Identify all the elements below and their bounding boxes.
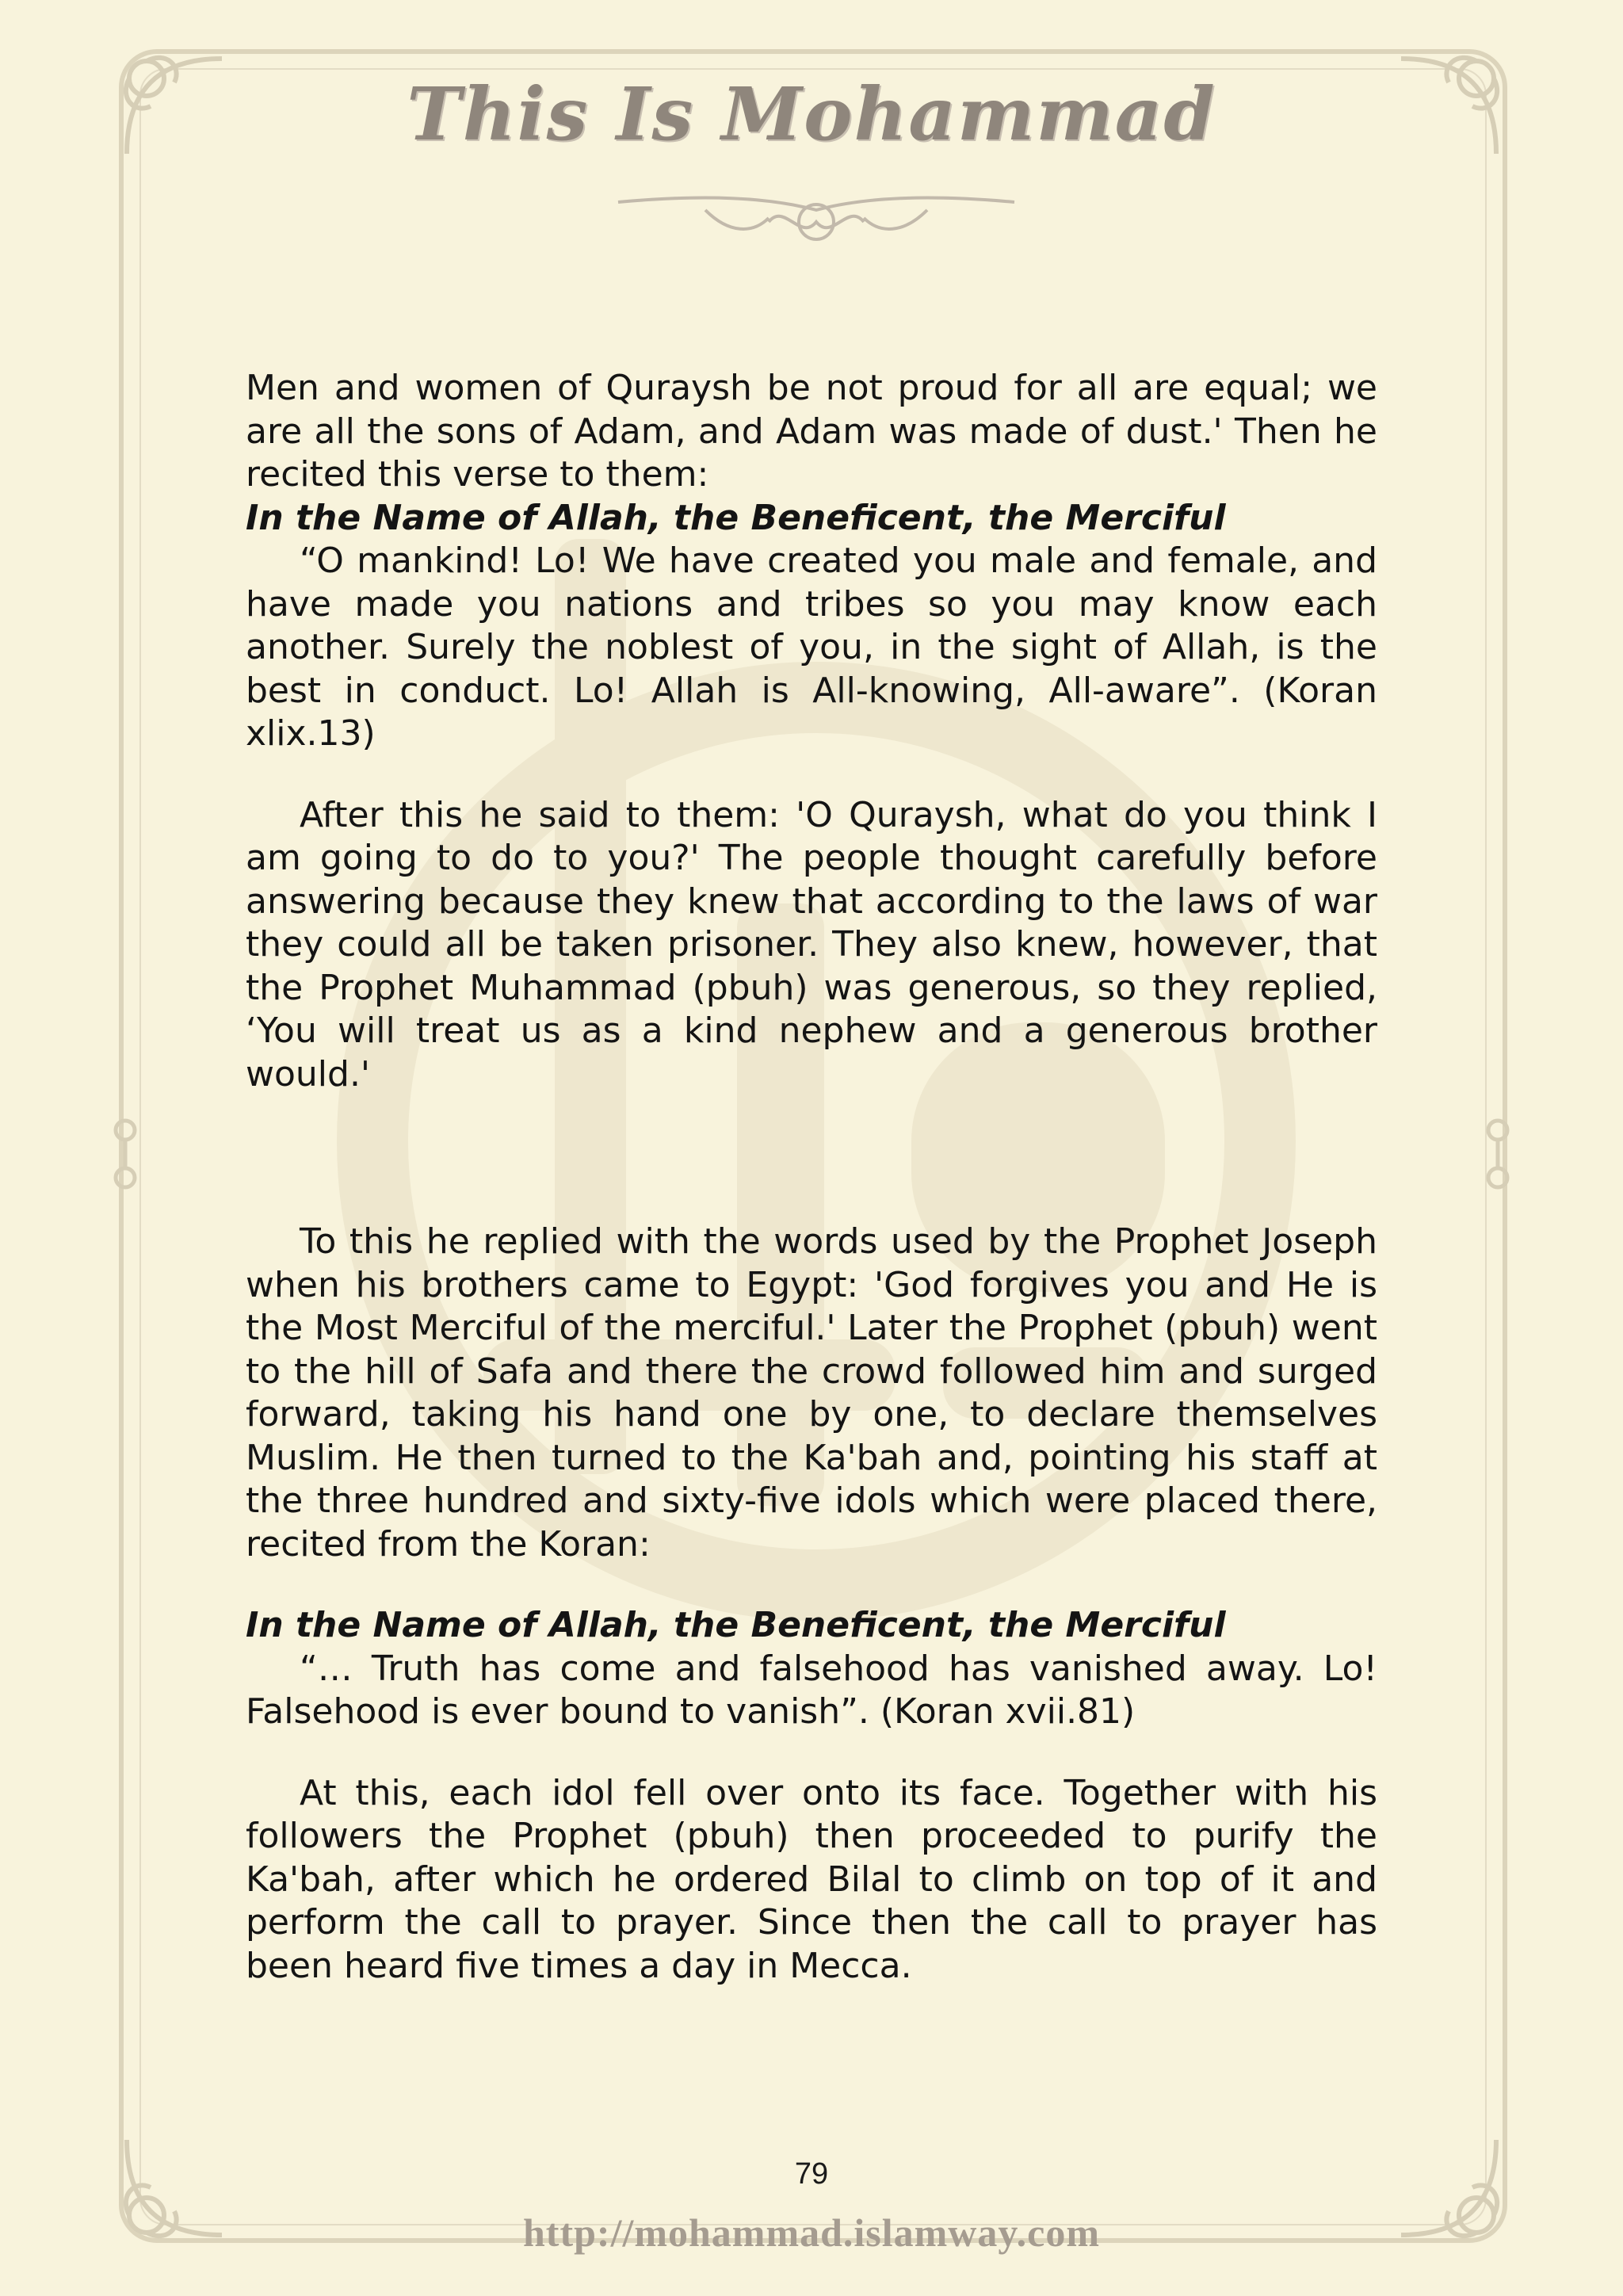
- side-ornament-icon: [111, 1106, 139, 1201]
- header-ornament-icon: [610, 178, 1022, 250]
- footer-url: http://mohammad.islamway.com: [523, 2210, 1100, 2255]
- paragraph: After this he said to them: 'O Quraysh, what do you think I am going to do to you?' The people thought carefully before answering because they knew that according to the laws of war they could all be taken prisoner. They also knew, however, that the Prophet Muhammad (pbuh) was generous, so they replied, ‘You will treat us as a kind nephew and a generous brother would.': [246, 794, 1377, 1095]
- page-body: [246, 367, 1377, 1988]
- paragraph: Men and women of Quraysh be not proud for all are equal; we are all the sons of Adam, and Adam was made of dust.' Then he recited this verse to them:: [246, 368, 1377, 495]
- section-heading: In the Name of Allah, the Beneficent, the Merciful: [246, 1605, 1226, 1645]
- page-header-title: This Is Mohammad: [407, 71, 1216, 157]
- section-heading: In the Name of Allah, the Beneficent, the Merciful: [246, 497, 1226, 538]
- side-ornament-icon: [1484, 1106, 1512, 1201]
- quote-paragraph: “O mankind! Lo! We have created you male and female, and have made you nations and tribes so you may know each another. Surely the noblest of you, in the sight of Allah, is the best in conduct. Lo! Allah is All-knowing, All-aware”. (Koran xlix.13): [246, 541, 1377, 754]
- paragraph: To this he replied with the words used by the Prophet Joseph when his brothers came to Egypt: 'God forgives you and He is the Most Merciful of the merciful.' Later the Prophet (pbuh) went to the hill of Safa and there the crowd followed him and surged forward, taking his hand one by one, to declare themselves Muslim. He then turned to the Ka'bah and, pointing his staff at the three hundred and sixty-five idols which were placed there, recited from the Koran:: [246, 1221, 1377, 1564]
- paragraph: At this, each idol fell over onto its face. Together with his followers the Prophet (pbuh) then proceeded to purify the Ka'bah, after which he ordered Bilal to climb on top of it and perform the call to prayer. Since then the call to prayer has been heard five times a day in Mecca.: [246, 1772, 1377, 1986]
- page-number: 79: [794, 2157, 829, 2191]
- quote-paragraph: “… Truth has come and falsehood has vanished away. Lo! Falsehood is ever bound to vanish”. (Koran xvii.81): [246, 1648, 1377, 1732]
